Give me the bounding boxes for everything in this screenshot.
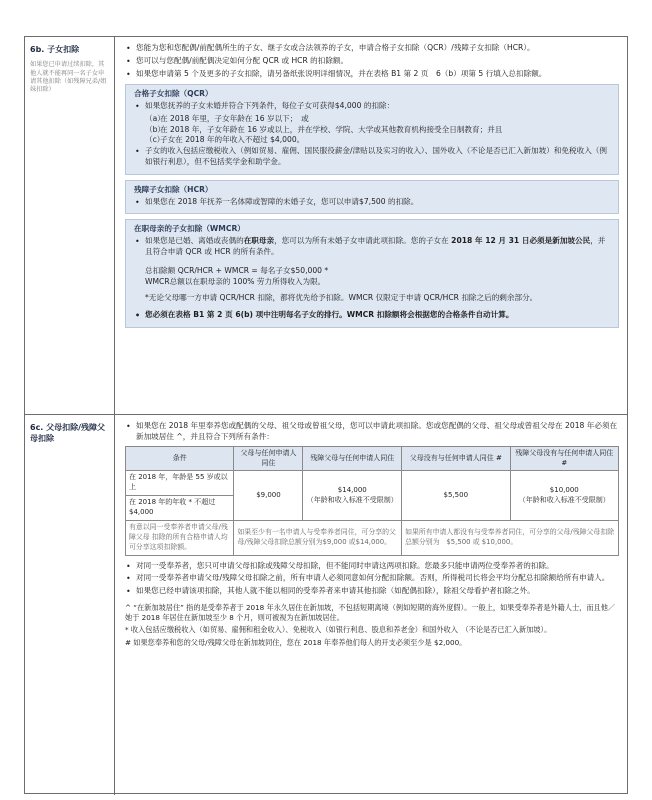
wmcr-last-note: • 您必须在表格 B1 第 2 页 6(b) 项中注明每名子女的排行。WMCR 扣除额将会根据您的合格条件自动计算。 (134, 310, 610, 321)
wmcr-p1-mid: ，您可以为所有未婚子女申请此项扣除。您的子女在 (274, 236, 452, 246)
table-cell: $9,000 (234, 471, 303, 521)
wmcr-star-note: *无论父母哪一方申请 QCR/HCR 扣除，都将优先给予扣除。WMCR 仅限定于申请 QCR/HCR 扣除之后的剩余部分。 (145, 293, 538, 303)
table-row (126, 471, 619, 496)
table-cell: 有意以同一受奉养者申请父母/残障父母 扣除的所有合格申请人均可分享这项扣除额。 (126, 521, 234, 555)
qcr-note-list (134, 146, 610, 168)
wmcr-p1-bold2: 2018 年 12 月 31 日必须是新加坡公民 (451, 236, 591, 246)
qcr-income-note: • 子女的收入包括应缴税收入（例如贸易、雇佣、国民服役薪金/津贴以及实习的收入）、国外收入（不论是否已汇入新加坡）和免税收入（例如银行利息），但不包括奖学金和助学金。 (134, 146, 610, 168)
wmcr-formula-1: 总扣除额 QCR/HCR + WMCR = 每名子女$50,000 * (145, 265, 329, 275)
table-row (126, 521, 619, 555)
table-cell: 如果所有申请人都没有与受奉养者同住，可分享的父母/残障父母扣除总额分别为 $5,500 或 $10,000。 (402, 521, 619, 555)
qcr-tag-c: （c） (145, 135, 165, 145)
table-cell-amount: $14,000 (337, 485, 367, 494)
wmcr-list (134, 236, 610, 258)
qcr-condition-a (134, 114, 610, 125)
hcr-box (125, 180, 619, 215)
footnote: * 收入包括应缴税收入（如贸易、雇佣和租金收入）、免税收入（如银行利息、股息和养老金）和国外收入 （不论是否已汇入新加坡）。 (125, 625, 552, 635)
wmcr-last-list (134, 310, 610, 321)
hcr-title: 残障子女扣除（HCR） (134, 184, 213, 194)
table-cell-condition-income: 在 2018 年的年收 * 不超过 $4,000 (126, 496, 234, 521)
qcr-tag-a: （a） (145, 113, 165, 123)
section-6c-intro-list (125, 421, 619, 443)
qcr-text-c: 子女在 2018 年的年收入不超过 $4,000。 (160, 135, 305, 145)
wmcr-title: 在职母亲的子女扣除（WMCR） (134, 224, 245, 234)
qcr-condition-b (134, 125, 610, 136)
qcr-intro: • 如果您抚养的子女未婚并符合下列条件，每位子女可获得$4,000 的扣除： (134, 101, 610, 112)
section-6c (25, 415, 627, 795)
list-item: • 对同一受奉养者申请父母/残障父母扣除之前，所有申请人必须同意如何分配扣除额。否则，所得税司长将会平均分配总扣除额给所有申请人。 (125, 573, 619, 584)
table-header: 父母与任何申请人同住 (234, 446, 303, 471)
section-6b (25, 37, 627, 415)
wmcr-formula-2: WMCR总额以在职母亲的 100% 劳力所得收入为限。 (145, 276, 326, 286)
hcr-list (134, 197, 610, 208)
table-cell (303, 471, 402, 521)
table-cell (510, 471, 618, 521)
parent-relief-table (125, 446, 619, 556)
table-header: 条件 (126, 446, 234, 471)
list-item: • 您可以与您配偶/前配偶决定如何分配 QCR 或 HCR 的扣除额。 (125, 56, 619, 67)
section-6b-content (115, 37, 627, 414)
table-cell-amount: $10,000 (549, 485, 579, 494)
table-cell-note: （年龄和收入标准不受限制） (518, 495, 610, 504)
list-item: • 如果您申请第 5 个及更多的子女扣除，请另备纸张说明详细情况，并在表格 B1 第 2 页 6（b）项第 5 行填入总扣除额。 (125, 69, 619, 80)
qcr-tag-b: （b） (145, 124, 166, 134)
qcr-text-a: 在 2018 年里，子女年龄在 16 岁以下； 或 (160, 113, 309, 123)
section-6c-bullets (125, 561, 619, 597)
list-item: • 如果您已经申请该项扣除，其他人就不能以相同的受奉养者来申请其他扣除（如配偶扣除），除祖父母看护者扣除之外。 (125, 586, 619, 597)
list-item: • 对同一受奉养者，您只可申请父母扣除或残障父母扣除，但不能同时申请这两项扣除。您最多只能申请两位受奉养者的扣除。 (125, 561, 619, 572)
qcr-list (134, 101, 610, 112)
section-6b-label-cell (25, 37, 115, 414)
section-6c-title: 6c. 父母扣除/残障父母扣除 (30, 423, 106, 444)
wmcr-eligibility (134, 236, 610, 258)
section-6c-intro: • 如果您在 2018 年里奉养您或配偶的父母、祖父母或曾祖父母，您可以申请此项扣除。您或您配偶的父母、祖父母或曾祖父母在 2018 年必须在新加坡居住 ^，并且符合下列所有条件： (125, 421, 619, 443)
qcr-condition-c (134, 135, 610, 146)
section-6c-label-cell (25, 415, 115, 795)
document-page (24, 36, 628, 794)
footnote: # 如果您奉养和您的父母/残障父母在新加坡同住，您在 2018 年奉养他们每人的开支必须至少是 $2,000。 (125, 637, 467, 647)
footnote: ^ “在新加坡居住” 指的是受奉养者于 2018 年永久居住在新加坡，不包括短期离境（例如短期的海外度假）。一般上，如果受奉养者是外籍人士，而且他／她于 2018 年居住在新加坡至少 8 个月，则可被视为在新加坡居住。 (125, 602, 616, 623)
table-cell-condition-age: 在 2018 年，年龄是 55 岁或以上 (126, 471, 234, 496)
table-header: 残障父母没有与任何申请人同住 # (510, 446, 618, 471)
table-header: 残障父母与任何申请人同住 (303, 446, 402, 471)
table-cell: 如果至少有一名申请人与受奉养者同住，可分享的父母/残障父母扣除总额分别为$9,000 或$14,000。 (234, 521, 402, 555)
wmcr-p1-bold1: 在职母亲 (243, 236, 275, 246)
table-cell: $5,500 (402, 471, 510, 521)
section-6c-content (115, 415, 627, 795)
section-6b-title: 6b. 子女扣除 (30, 45, 80, 54)
list-item: • 您能为您和您配偶/前配偶所生的子女、继子女或合法领养的子女，申请合格子女扣除（QCR）/残障子女扣除（HCR）。 (125, 43, 619, 54)
wmcr-box (125, 219, 619, 327)
section-6b-side-note: 如果您已申请过续扣除，其他人就不能再同一名子女申请其他扣除（如残障兄弟/姐妹扣除） (30, 61, 107, 94)
section-6b-bullets (125, 43, 619, 79)
wmcr-p1-post: ，并且符合申请 QCR 或 HCR 的所有条件。 (145, 236, 606, 256)
hcr-text: • 如果您在 2018 年抚养一名体障或智障的未婚子女，您可以申请$7,500 的扣除。 (134, 197, 610, 208)
table-header-row (126, 446, 619, 471)
table-cell-note: （年龄和收入标准不受限制） (306, 495, 398, 504)
footnotes (125, 603, 619, 648)
qcr-box (125, 84, 619, 174)
wmcr-p1-pre: 如果您是已婚、离婚或丧偶的 (145, 236, 244, 246)
qcr-text-b: 在 2018 年，子女年龄在 16 岁或以上，并在学校、学院、大学或其他教育机构接受全日制教育；并且 (160, 124, 503, 134)
table-header: 父母没有与任何申请人同住 # (402, 446, 510, 471)
qcr-title: 合格子女扣除（QCR） (134, 89, 213, 99)
